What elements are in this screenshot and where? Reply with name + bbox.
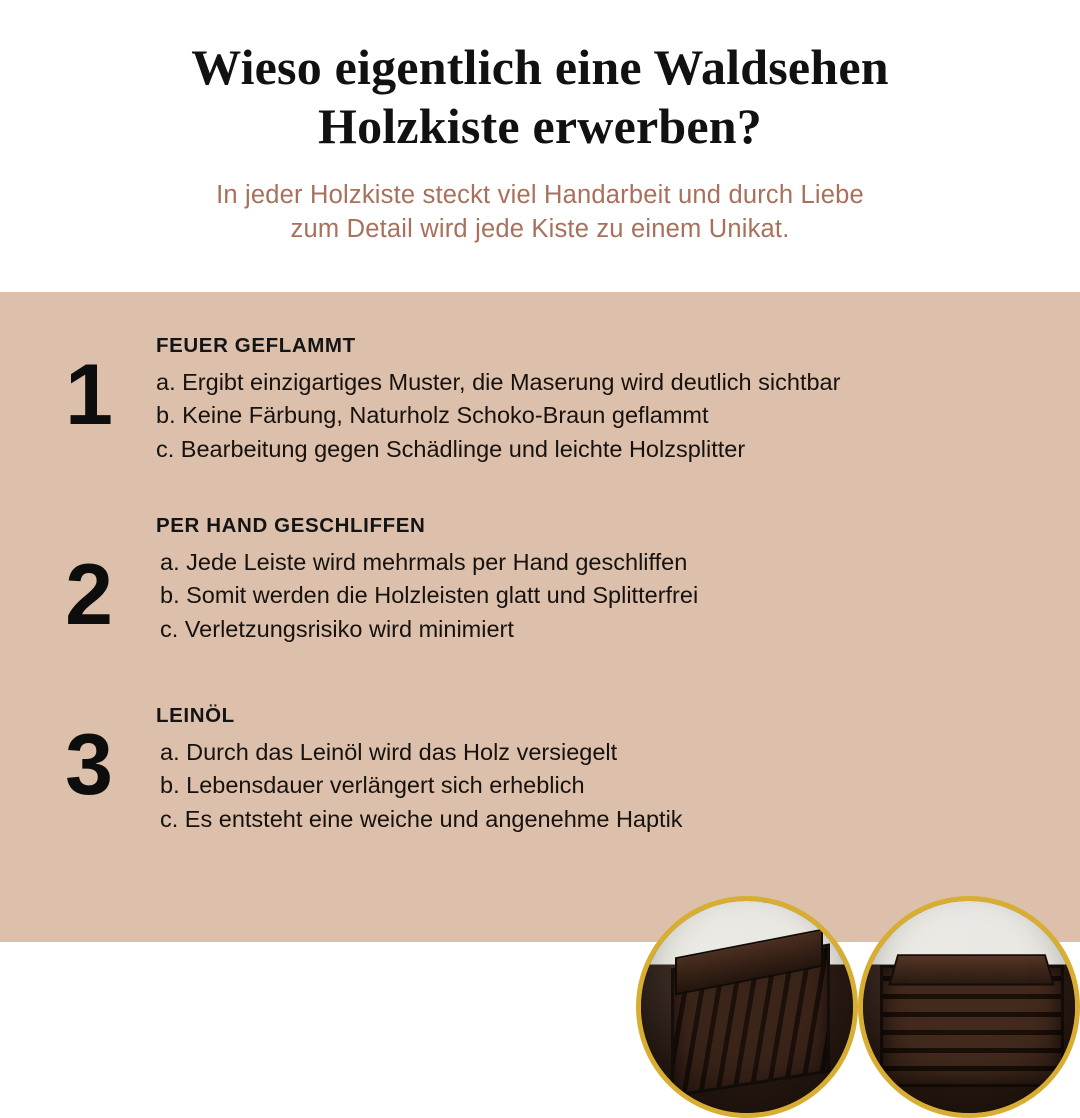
list-item: c. Bearbeitung gegen Schädlinge und leichte Holzsplitter xyxy=(156,435,746,462)
wooden-crate-image xyxy=(863,901,1075,1113)
step-detail-list xyxy=(156,366,1026,466)
list-item: c. Es entsteht eine weiche und angenehme Haptik xyxy=(160,805,683,832)
step-item xyxy=(0,704,1080,884)
product-photo-front xyxy=(858,896,1080,1118)
step-heading: FEUER GEFLAMMT xyxy=(156,334,356,357)
product-photos xyxy=(620,870,1080,1080)
step-heading: LEINÖL xyxy=(156,704,235,727)
step-detail-list xyxy=(156,546,1026,646)
list-item: a. Ergibt einzigartiges Muster, die Maserung wird deutlich sichtbar xyxy=(156,369,841,395)
page-subtitle: In jeder Holzkiste steckt viel Handarbeit und durch Liebe zum Detail wird jede Kiste zu einem Unikat. xyxy=(216,181,864,244)
step-item xyxy=(0,334,1080,514)
header-section xyxy=(0,0,1080,292)
wooden-crate-image xyxy=(641,901,853,1113)
list-item: b. Somit werden die Holzleisten glatt und Splitterfrei xyxy=(160,582,699,609)
step-number: 2 xyxy=(65,547,113,643)
product-photo-angled xyxy=(636,896,858,1118)
step-body xyxy=(156,704,1026,836)
step-item xyxy=(0,514,1080,694)
content-panel xyxy=(0,292,1080,942)
list-item: c. Verletzungsrisiko wird minimiert xyxy=(160,615,514,642)
step-number: 3 xyxy=(65,717,113,813)
step-body xyxy=(156,334,1026,466)
step-body xyxy=(156,514,1026,646)
step-detail-list xyxy=(156,736,1026,836)
list-item: b. Lebensdauer verlängert sich erheblich xyxy=(160,772,585,799)
step-heading: PER HAND GESCHLIFFEN xyxy=(156,514,426,537)
list-item: b. Keine Färbung, Naturholz Schoko-Braun geflammt xyxy=(156,402,709,429)
list-item: a. Durch das Leinöl wird das Holz versiegelt xyxy=(160,739,618,765)
list-item: a. Jede Leiste wird mehrmals per Hand geschliffen xyxy=(160,549,688,575)
step-number: 1 xyxy=(65,347,113,443)
page-title: Wieso eigentlich eine Waldsehen Holzkiste erwerben? xyxy=(191,39,889,154)
